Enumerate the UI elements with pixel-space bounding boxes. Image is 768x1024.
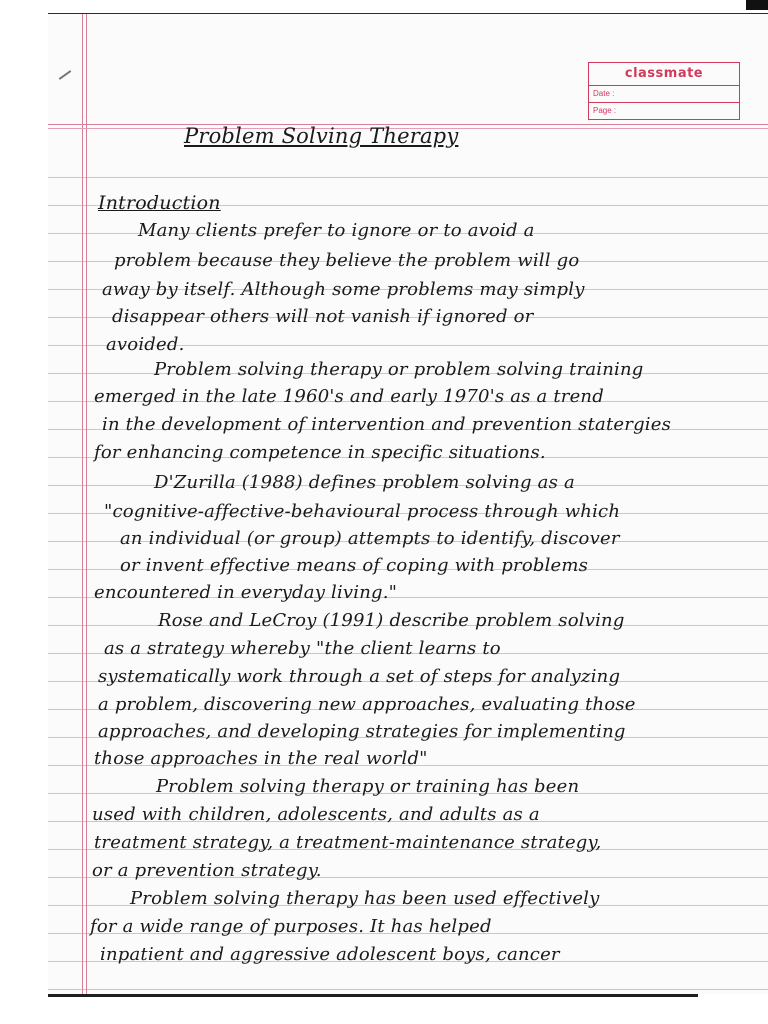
text-line: Problem solving therapy has been used effectively — [130, 888, 600, 909]
text-line: treatment strategy, a treatment-maintenance strategy, — [94, 832, 602, 853]
text-line: emerged in the late 1960's and early 1970's as a trend — [94, 386, 604, 407]
text-line: an individual (or group) attempts to identify, discover — [120, 528, 620, 549]
text-line: for a wide range of purposes. It has helped — [90, 916, 492, 937]
text-line: Many clients prefer to ignore or to avoid a — [138, 220, 535, 241]
text-line: Rose and LeCroy (1991) describe problem solving — [158, 610, 625, 631]
text-line: avoided. — [106, 334, 185, 355]
page-title: Problem Solving Therapy — [184, 124, 459, 148]
text-line: "cognitive-affective-behavioural process through which — [104, 501, 621, 522]
text-line: used with children, adolescents, and adults as a — [92, 804, 540, 825]
scan-corner-mark — [746, 0, 768, 10]
stamp-brand: classmate — [589, 63, 739, 86]
stamp-page-label: Page : — [593, 106, 617, 115]
text-line: Problem solving therapy or problem solving training — [154, 359, 644, 380]
text-line: as a strategy whereby "the client learns to — [104, 638, 501, 659]
text-line: or a prevention strategy. — [92, 860, 322, 881]
margin-line — [82, 14, 83, 994]
notebook-page — [48, 14, 768, 994]
text-line: encountered in everyday living." — [94, 582, 398, 603]
text-line: away by itself. Although some problems may simply — [102, 279, 585, 300]
page-bottom-edge — [48, 994, 698, 997]
classmate-stamp — [588, 62, 740, 120]
text-line: Problem solving therapy or training has been — [156, 776, 580, 797]
text-line: D'Zurilla (1988) defines problem solving as a — [154, 472, 575, 493]
text-line: a problem, discovering new approaches, evaluating those — [98, 694, 636, 715]
text-line: systematically work through a set of steps for analyzing — [98, 666, 621, 687]
text-line: inpatient and aggressive adolescent boys, cancer — [100, 944, 560, 965]
text-line: those approaches in the real world" — [94, 748, 428, 769]
text-line: approaches, and developing strategies for implementing — [98, 721, 626, 742]
margin-line — [86, 14, 87, 994]
text-line: disappear others will not vanish if ignored or — [112, 306, 534, 327]
text-line: for enhancing competence in specific situations. — [94, 442, 546, 463]
text-line: in the development of intervention and prevention statergies — [102, 414, 672, 435]
text-line: problem because they believe the problem will go — [114, 250, 580, 271]
stamp-date-label: Date : — [589, 86, 739, 103]
text-line: or invent effective means of coping with problems — [120, 555, 589, 576]
section-heading: Introduction — [98, 192, 221, 214]
